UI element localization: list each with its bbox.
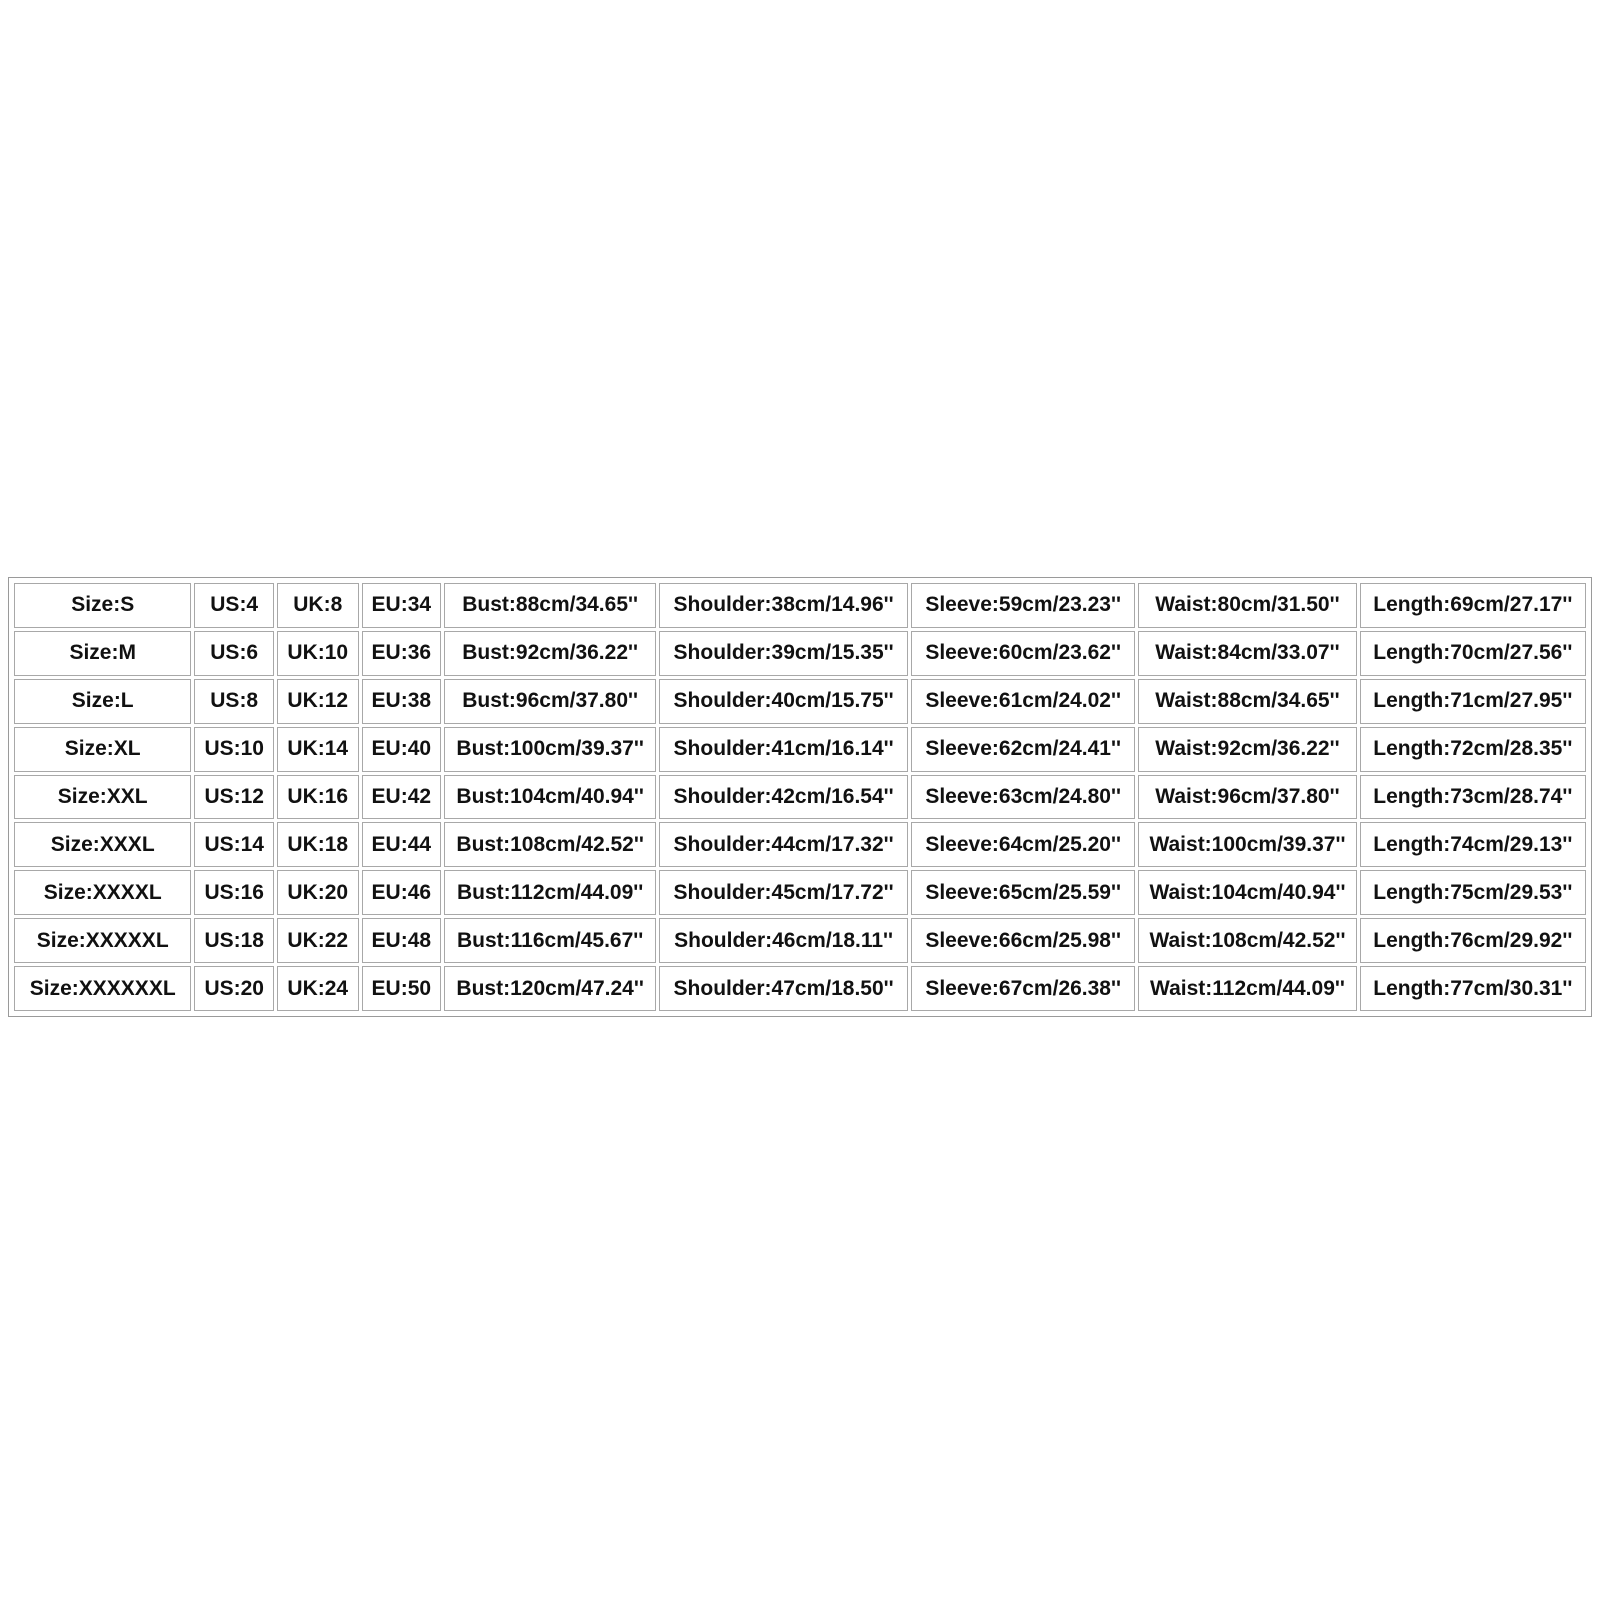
sleeve-cell: Sleeve:65cm/25.59'' — [911, 870, 1135, 915]
uk-size-cell: UK:8 — [277, 583, 359, 628]
waist-cell: Waist:84cm/33.07'' — [1138, 631, 1356, 676]
bust-cell: Bust:88cm/34.65'' — [444, 583, 656, 628]
eu-size-cell: EU:36 — [362, 631, 442, 676]
table-row — [14, 918, 1586, 963]
us-size-cell: US:20 — [194, 966, 274, 1011]
sleeve-cell: Sleeve:60cm/23.62'' — [911, 631, 1135, 676]
size-chart-table — [11, 580, 1589, 1014]
length-cell: Length:77cm/30.31'' — [1360, 966, 1586, 1011]
waist-cell: Waist:104cm/40.94'' — [1138, 870, 1356, 915]
sleeve-cell: Sleeve:64cm/25.20'' — [911, 822, 1135, 867]
eu-size-cell: EU:46 — [362, 870, 442, 915]
eu-size-cell: EU:40 — [362, 727, 442, 772]
shoulder-cell: Shoulder:38cm/14.96'' — [659, 583, 908, 628]
length-cell: Length:72cm/28.35'' — [1360, 727, 1586, 772]
bust-cell: Bust:104cm/40.94'' — [444, 775, 656, 820]
bust-cell: Bust:120cm/47.24'' — [444, 966, 656, 1011]
bust-cell: Bust:108cm/42.52'' — [444, 822, 656, 867]
sleeve-cell: Sleeve:61cm/24.02'' — [911, 679, 1135, 724]
uk-size-cell: UK:10 — [277, 631, 359, 676]
eu-size-cell: EU:38 — [362, 679, 442, 724]
shoulder-cell: Shoulder:42cm/16.54'' — [659, 775, 908, 820]
us-size-cell: US:4 — [194, 583, 274, 628]
shoulder-cell: Shoulder:45cm/17.72'' — [659, 870, 908, 915]
table-row — [14, 631, 1586, 676]
sleeve-cell: Sleeve:59cm/23.23'' — [911, 583, 1135, 628]
eu-size-cell: EU:34 — [362, 583, 442, 628]
size-cell: Size:XL — [14, 727, 191, 772]
table-row — [14, 583, 1586, 628]
size-cell: Size:XXXL — [14, 822, 191, 867]
waist-cell: Waist:108cm/42.52'' — [1138, 918, 1356, 963]
eu-size-cell: EU:44 — [362, 822, 442, 867]
length-cell: Length:74cm/29.13'' — [1360, 822, 1586, 867]
size-chart — [8, 577, 1592, 1017]
size-cell: Size:L — [14, 679, 191, 724]
size-cell: Size:S — [14, 583, 191, 628]
waist-cell: Waist:96cm/37.80'' — [1138, 775, 1356, 820]
waist-cell: Waist:88cm/34.65'' — [1138, 679, 1356, 724]
eu-size-cell: EU:48 — [362, 918, 442, 963]
sleeve-cell: Sleeve:63cm/24.80'' — [911, 775, 1135, 820]
sleeve-cell: Sleeve:62cm/24.41'' — [911, 727, 1135, 772]
bust-cell: Bust:92cm/36.22'' — [444, 631, 656, 676]
us-size-cell: US:6 — [194, 631, 274, 676]
uk-size-cell: UK:18 — [277, 822, 359, 867]
size-cell: Size:M — [14, 631, 191, 676]
sleeve-cell: Sleeve:67cm/26.38'' — [911, 966, 1135, 1011]
table-row — [14, 679, 1586, 724]
table-row — [14, 727, 1586, 772]
waist-cell: Waist:92cm/36.22'' — [1138, 727, 1356, 772]
length-cell: Length:73cm/28.74'' — [1360, 775, 1586, 820]
uk-size-cell: UK:22 — [277, 918, 359, 963]
table-row — [14, 870, 1586, 915]
bust-cell: Bust:100cm/39.37'' — [444, 727, 656, 772]
uk-size-cell: UK:24 — [277, 966, 359, 1011]
uk-size-cell: UK:12 — [277, 679, 359, 724]
uk-size-cell: UK:14 — [277, 727, 359, 772]
shoulder-cell: Shoulder:39cm/15.35'' — [659, 631, 908, 676]
waist-cell: Waist:80cm/31.50'' — [1138, 583, 1356, 628]
uk-size-cell: UK:16 — [277, 775, 359, 820]
waist-cell: Waist:100cm/39.37'' — [1138, 822, 1356, 867]
us-size-cell: US:8 — [194, 679, 274, 724]
length-cell: Length:70cm/27.56'' — [1360, 631, 1586, 676]
length-cell: Length:76cm/29.92'' — [1360, 918, 1586, 963]
bust-cell: Bust:116cm/45.67'' — [444, 918, 656, 963]
size-cell: Size:XXXXXL — [14, 918, 191, 963]
us-size-cell: US:14 — [194, 822, 274, 867]
uk-size-cell: UK:20 — [277, 870, 359, 915]
us-size-cell: US:18 — [194, 918, 274, 963]
bust-cell: Bust:96cm/37.80'' — [444, 679, 656, 724]
shoulder-cell: Shoulder:47cm/18.50'' — [659, 966, 908, 1011]
eu-size-cell: EU:42 — [362, 775, 442, 820]
length-cell: Length:69cm/27.17'' — [1360, 583, 1586, 628]
us-size-cell: US:16 — [194, 870, 274, 915]
table-row — [14, 822, 1586, 867]
eu-size-cell: EU:50 — [362, 966, 442, 1011]
us-size-cell: US:12 — [194, 775, 274, 820]
table-row — [14, 775, 1586, 820]
shoulder-cell: Shoulder:44cm/17.32'' — [659, 822, 908, 867]
bust-cell: Bust:112cm/44.09'' — [444, 870, 656, 915]
size-cell: Size:XXL — [14, 775, 191, 820]
size-cell: Size:XXXXL — [14, 870, 191, 915]
size-chart-body — [14, 583, 1586, 1011]
table-row — [14, 966, 1586, 1011]
length-cell: Length:71cm/27.95'' — [1360, 679, 1586, 724]
shoulder-cell: Shoulder:41cm/16.14'' — [659, 727, 908, 772]
waist-cell: Waist:112cm/44.09'' — [1138, 966, 1356, 1011]
length-cell: Length:75cm/29.53'' — [1360, 870, 1586, 915]
shoulder-cell: Shoulder:40cm/15.75'' — [659, 679, 908, 724]
size-cell: Size:XXXXXXL — [14, 966, 191, 1011]
sleeve-cell: Sleeve:66cm/25.98'' — [911, 918, 1135, 963]
us-size-cell: US:10 — [194, 727, 274, 772]
shoulder-cell: Shoulder:46cm/18.11'' — [659, 918, 908, 963]
